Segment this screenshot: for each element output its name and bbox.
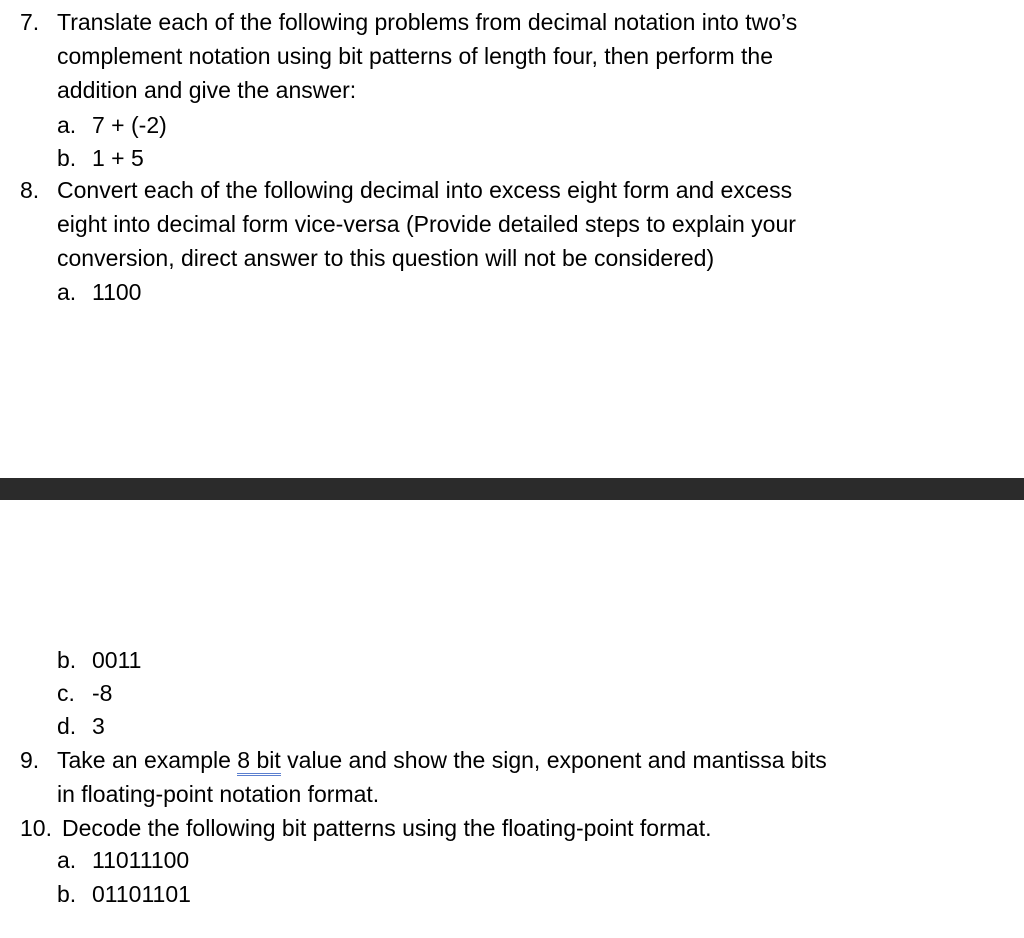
item-text: 11011100: [92, 847, 190, 873]
question-text-segment: Take an example: [57, 747, 238, 773]
item-letter: b.: [57, 647, 77, 673]
item-letter: c.: [57, 680, 75, 706]
question-text-segment: value and show the sign, exponent and mantissa bits: [280, 747, 827, 773]
item-text: -8: [92, 680, 113, 706]
question-text-line: Translate each of the following problems from decimal notation into two’s: [57, 9, 798, 35]
item-letter: d.: [57, 713, 77, 739]
question-number: 7.: [20, 9, 40, 35]
item-text: 7 + (-2): [92, 112, 167, 138]
item-letter: a.: [57, 847, 77, 873]
item-letter: a.: [57, 112, 77, 138]
page-divider: [0, 478, 1024, 500]
question-text-line: Convert each of the following decimal into excess eight form and excess: [57, 177, 793, 203]
question-text-line: in floating-point notation format.: [57, 781, 380, 807]
question-number: 8.: [20, 177, 40, 203]
question-text-line: conversion, direct answer to this question will not be considered): [57, 245, 715, 271]
item-text: 01101101: [92, 881, 191, 907]
item-letter: b.: [57, 145, 77, 171]
question-text-line: complement notation using bit patterns of length four, then perform the: [57, 43, 773, 69]
item-letter: b.: [57, 881, 77, 907]
item-text: 0011: [92, 647, 142, 673]
question-number: 10.: [20, 815, 52, 841]
question-number: 9.: [20, 747, 40, 773]
item-text: 3: [92, 713, 105, 739]
question-text-line: [57, 746, 827, 774]
item-text: 1 + 5: [92, 145, 144, 171]
spellcheck-underlined-text: 8 bit: [237, 747, 280, 776]
item-letter: a.: [57, 279, 77, 305]
item-text: 1100: [92, 279, 142, 305]
question-text-line: Decode the following bit patterns using the floating-point format.: [62, 815, 712, 841]
question-text-line: eight into decimal form vice-versa (Provide detailed steps to explain your: [57, 211, 796, 237]
question-text-line: addition and give the answer:: [57, 77, 357, 103]
